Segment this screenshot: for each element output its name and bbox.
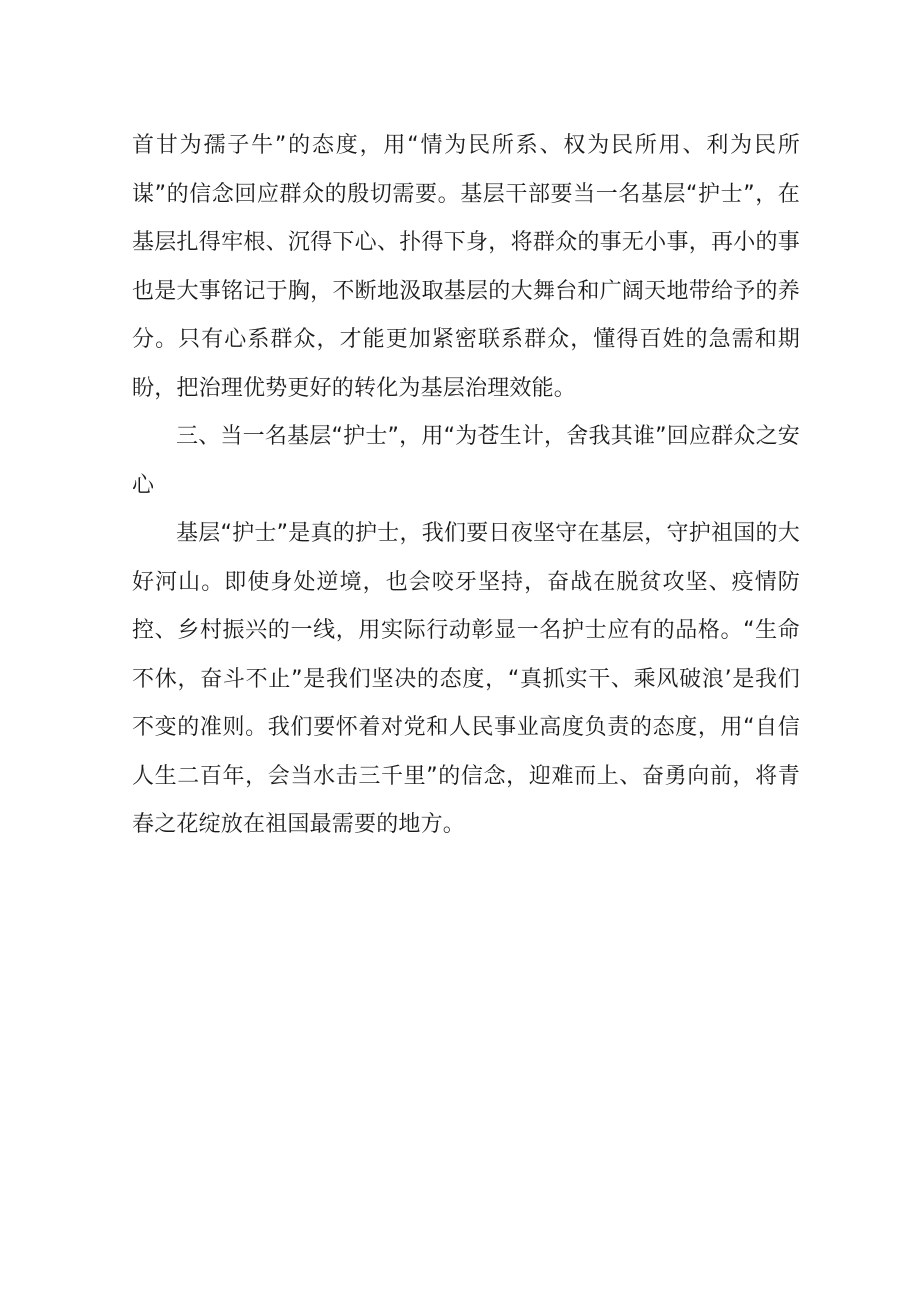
paragraph-continuation: 首甘为孺子牛”的态度，用“情为民所系、权为民所用、利为民所谋”的信念回应群众的殷切需要。基层干部要当一名基层“护士”，在基层扎得牢根、沉得下心、扑得下身，将群众的事无小事，再小的事也是大事铭记于胸，不断地汲取基层的大舞台和广阔天地带给予的养分。只有心系群众，才能更加紧密联系群众，懂得百姓的急需和期盼，把治理优势更好的转化为基层治理效能。 — [132, 133, 800, 401]
document-body — [132, 122, 800, 850]
paragraph-body: 基层“护士”是真的护士，我们要日夜坚守在基层，守护祖国的大好河山。即使身处逆境，也会咬牙坚持，奋战在脱贫攻坚、疫情防控、乡村振兴的一线，用实际行动彰显一名护士应有的品格。“生命不休，奋斗不止”是我们坚决的态度，“真抓实干、乘风破浪’是我们不变的准则。我们要怀着对党和人民事业高度负责的态度，用“自信人生二百年，会当水击三千里”的信念，迎难而上、奋勇向前，将青春之花绽放在祖国最需要的地方。 — [132, 521, 800, 837]
section-heading: 三、当一名基层“护士”，用“为苍生计，舍我其谁”回应群众之安心 — [132, 424, 800, 498]
